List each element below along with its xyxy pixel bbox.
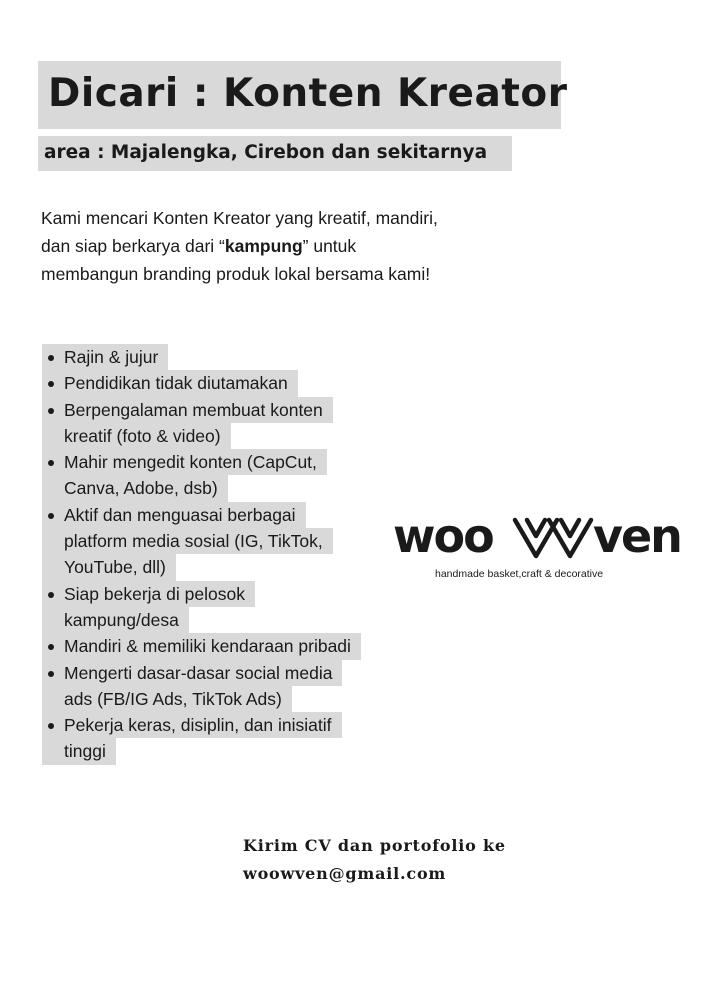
logo-double-v-icon — [515, 520, 591, 556]
area-banner — [38, 136, 512, 171]
requirement-row-bullet — [42, 370, 402, 396]
requirement-row-continuation — [42, 528, 402, 554]
requirement-text: Aktif dan menguasai berbagai — [42, 502, 306, 528]
requirement-item — [42, 660, 402, 713]
requirement-row-continuation — [42, 607, 402, 633]
contact-email[interactable]: woowven@gmail.com — [243, 864, 447, 883]
requirement-text: kampung/desa — [42, 607, 189, 633]
requirement-text: Canva, Adobe, dsb) — [42, 475, 228, 501]
intro-line-3: membangun branding produk lokal bersama kami! — [41, 264, 431, 284]
requirement-row-bullet — [42, 660, 402, 686]
logo-tagline: handmade basket,craft & decorative — [435, 568, 604, 580]
requirement-row-continuation — [42, 738, 402, 764]
requirement-item — [42, 449, 402, 502]
requirement-row-bullet — [42, 712, 402, 738]
requirement-text: Siap bekerja di pelosok — [42, 581, 255, 607]
requirement-text: platform media sosial (IG, TikTok, — [42, 528, 333, 554]
area-subtitle: area : Majalengka, Cirebon dan sekitarnya — [44, 142, 488, 163]
requirement-text: Berpengalaman membuat konten — [42, 397, 333, 423]
requirement-item — [42, 502, 402, 581]
requirement-row-bullet — [42, 344, 402, 370]
requirement-text: Mengerti dasar-dasar social media — [42, 660, 342, 686]
contact-call-to-action — [243, 832, 506, 888]
intro-line-2-pre: dan siap berkarya dari “ — [41, 236, 225, 256]
woowven-logo — [393, 509, 681, 587]
logo-text-woo: woo — [393, 509, 493, 563]
requirement-row-bullet — [42, 397, 402, 423]
requirement-row-bullet — [42, 581, 402, 607]
page-title: Dicari : Konten Kreator — [48, 71, 568, 116]
requirement-text: Mandiri & memiliki kendaraan pribadi — [42, 633, 361, 659]
requirement-text: Mahir mengedit konten (CapCut, — [42, 449, 327, 475]
intro-paragraph — [41, 204, 511, 288]
logo-text-ven: ven — [593, 509, 681, 563]
requirement-text: ads (FB/IG Ads, TikTok Ads) — [42, 686, 292, 712]
requirement-item — [42, 370, 402, 396]
intro-line-1: Kami mencari Konten Kreator yang kreatif, mandiri, — [41, 208, 438, 228]
cta-line: Kirim CV dan portofolio ke — [243, 836, 506, 855]
requirement-row-continuation — [42, 423, 402, 449]
requirement-item — [42, 344, 402, 370]
requirement-row-continuation — [42, 554, 402, 580]
requirement-text: YouTube, dll) — [42, 554, 176, 580]
requirement-item — [42, 712, 402, 765]
logo-wordmark — [393, 509, 681, 564]
intro-line-2-post: ” untuk — [302, 236, 357, 256]
requirement-text: tinggi — [42, 738, 116, 764]
requirement-item — [42, 633, 402, 659]
requirement-row-bullet — [42, 633, 402, 659]
intro-line-2 — [41, 232, 511, 260]
requirement-text: kreatif (foto & video) — [42, 423, 231, 449]
requirement-text: Rajin & jujur — [42, 344, 168, 370]
title-banner — [38, 61, 568, 129]
requirement-row-bullet — [42, 502, 402, 528]
requirement-item — [42, 397, 402, 450]
requirement-row-bullet — [42, 449, 402, 475]
requirement-row-continuation — [42, 475, 402, 501]
intro-bold-word: kampung — [224, 236, 303, 256]
requirement-text: Pendidikan tidak diutamakan — [42, 370, 298, 396]
requirement-item — [42, 581, 402, 634]
requirement-text: Pekerja keras, disiplin, dan inisiatif — [42, 712, 342, 738]
requirement-row-continuation — [42, 686, 402, 712]
requirements-list — [42, 344, 402, 765]
